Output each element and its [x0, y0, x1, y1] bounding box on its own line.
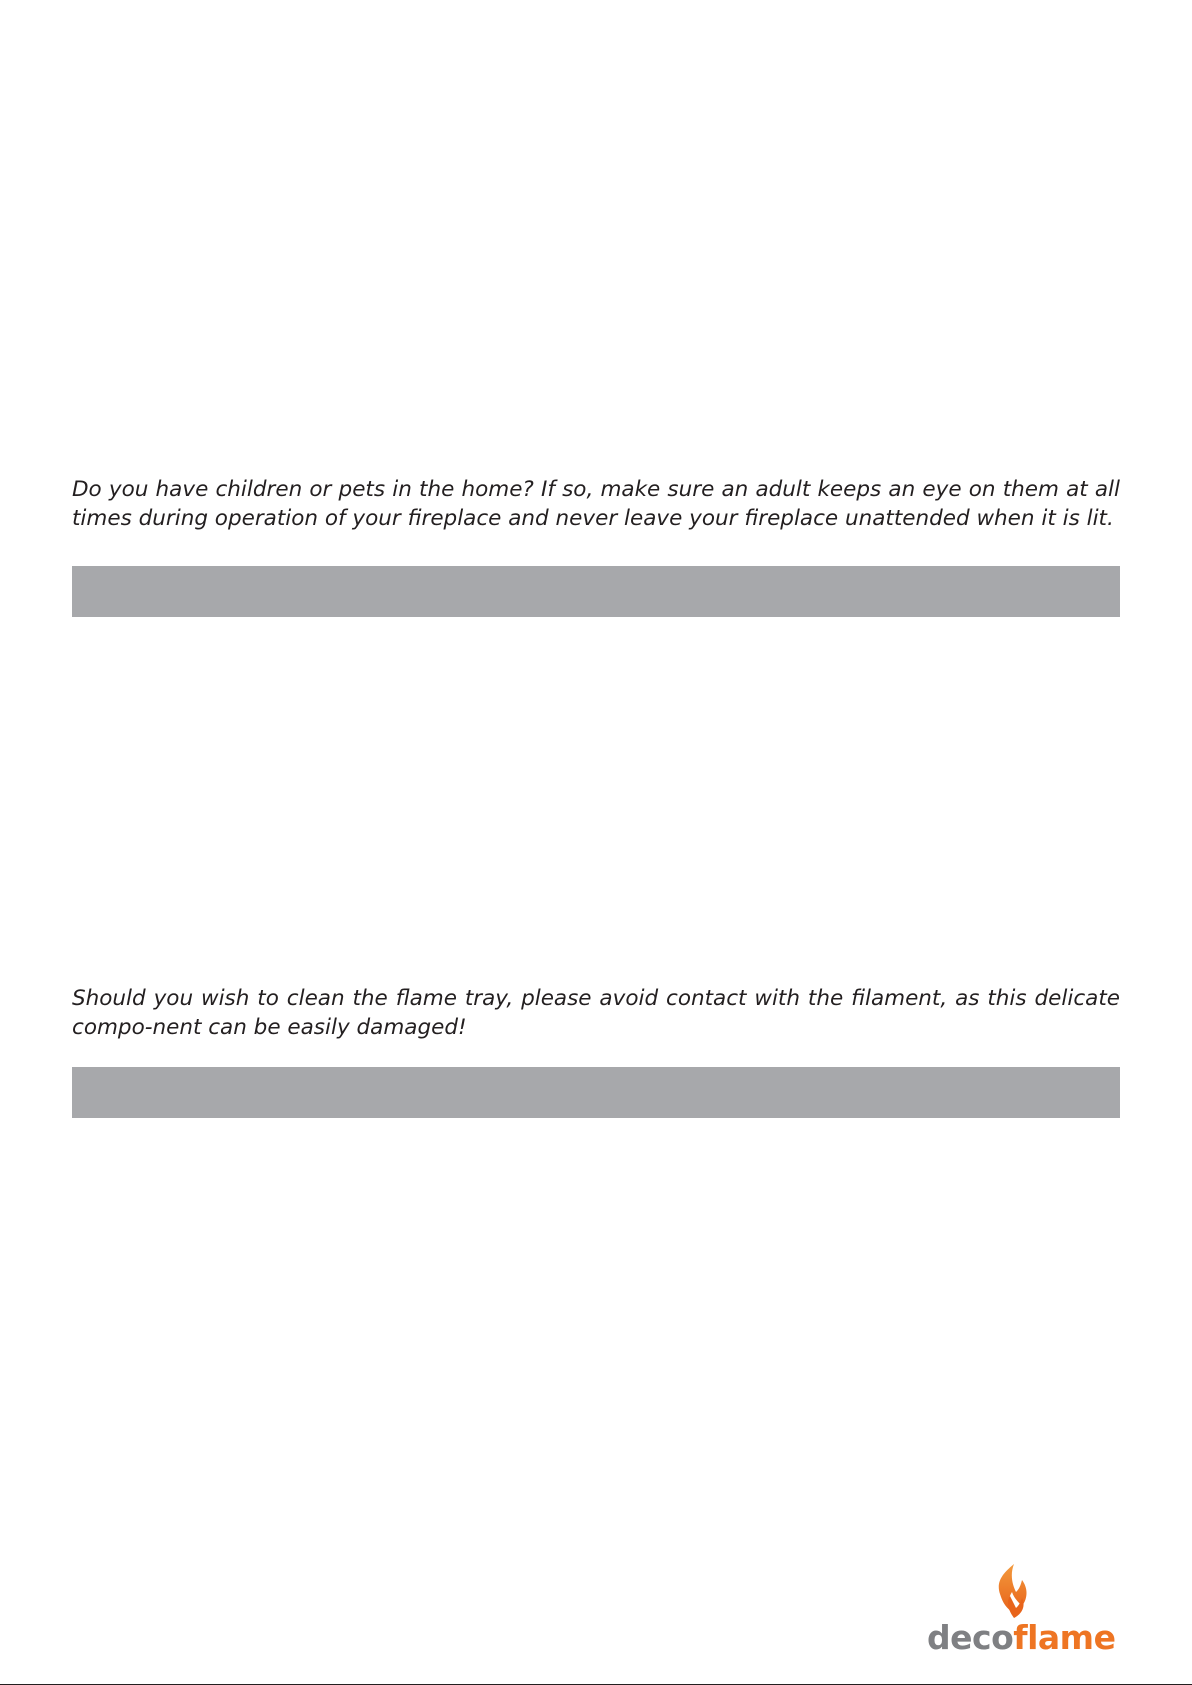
- safety-note-children-pets: Do you have children or pets in the home? If so, make sure an adult keeps an eye on them at all times during operation of your fireplace and never leave your fireplace unattended when it is lit.: [72, 477, 1120, 531]
- section-divider-bar: [72, 566, 1120, 617]
- logo-wordmark: [927, 1618, 1115, 1657]
- logo-wordmark-deco: deco: [927, 1618, 1014, 1657]
- section-divider-bar: [72, 1067, 1120, 1118]
- flame-icon: [992, 1562, 1034, 1620]
- logo-wordmark-flame: flame: [1013, 1618, 1116, 1657]
- decoflame-logo: [916, 1562, 1116, 1662]
- cleaning-note-flame-tray: Should you wish to clean the flame tray, please avoid contact with the filament, as this delicate compo-nent can be easily damaged!: [72, 986, 1120, 1040]
